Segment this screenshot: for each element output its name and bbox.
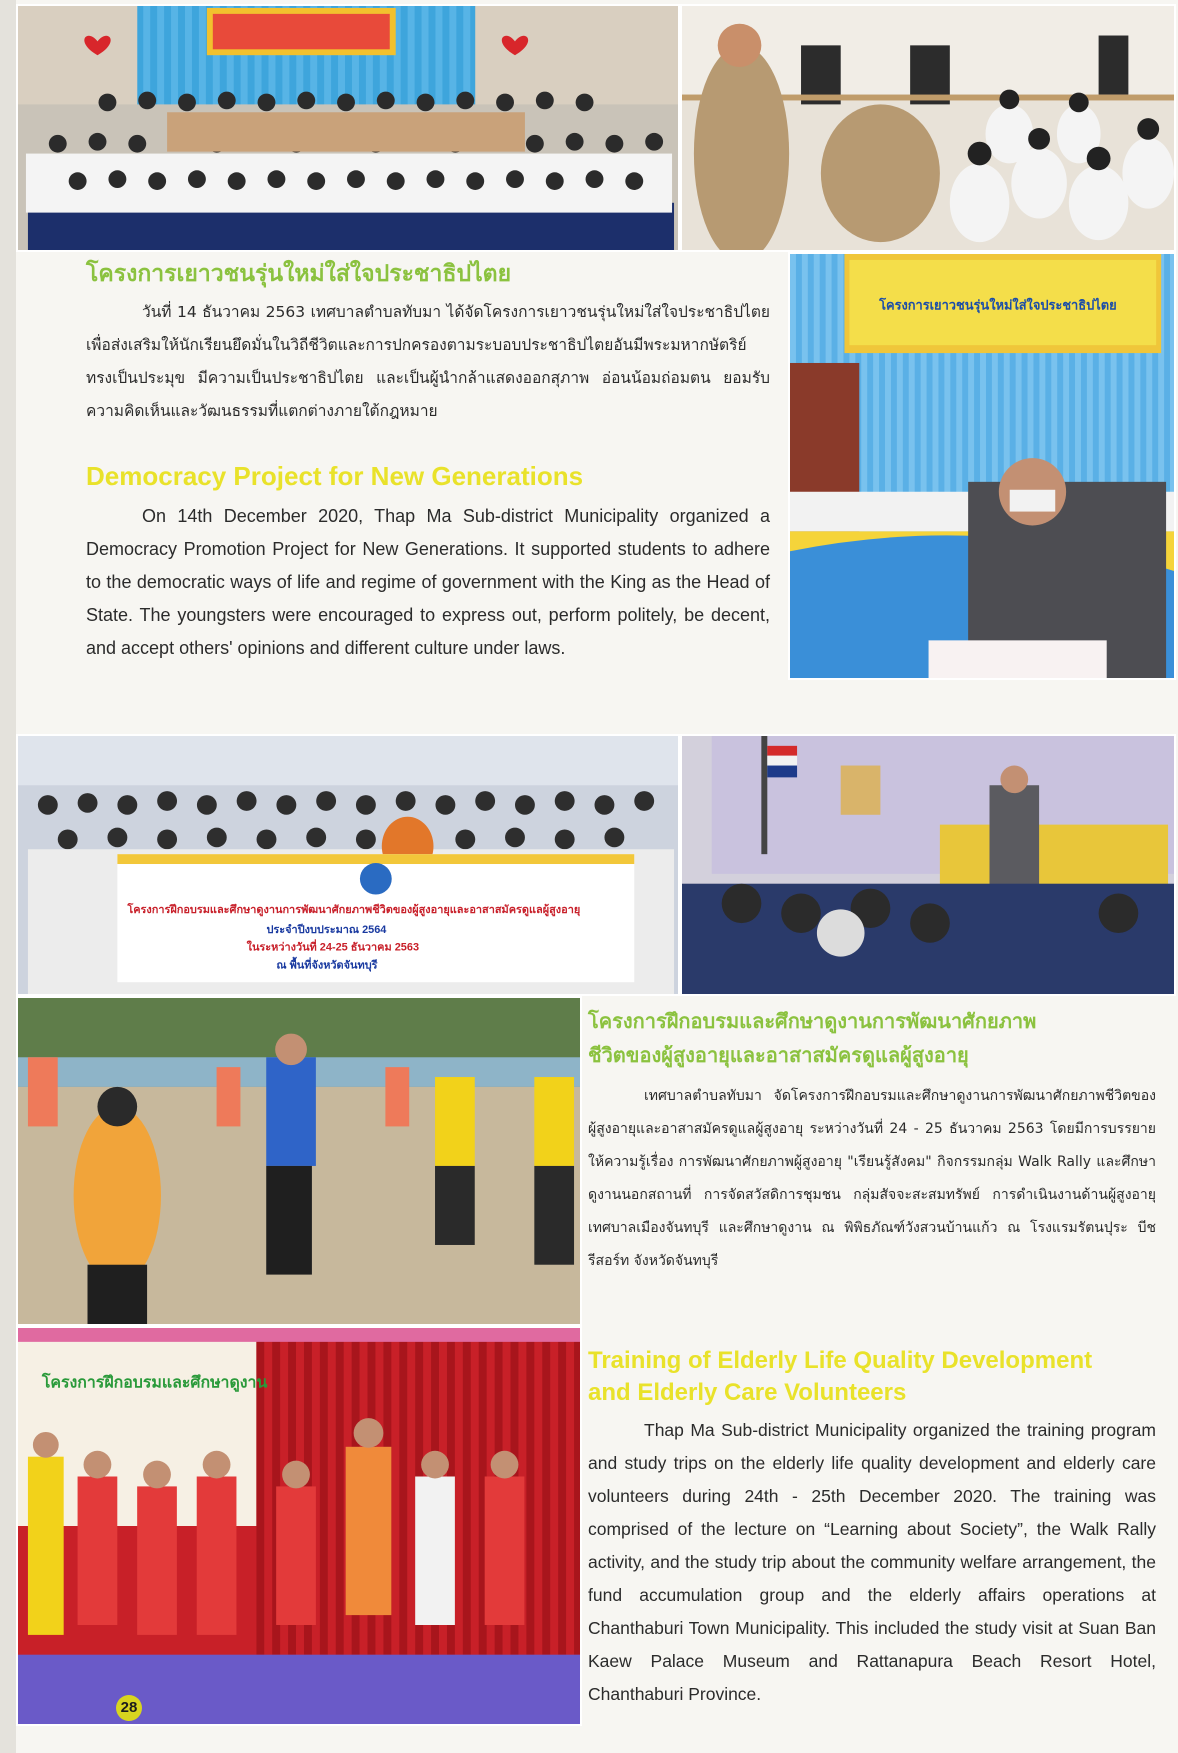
photo-walk-rally-beach [16,996,582,1326]
stage-photo-banner-text: โครงการฝึกอบรมและศึกษาดูงาน [41,1374,268,1392]
photo-officer-speaking [680,4,1176,252]
photo-stage-dance [16,1326,582,1726]
elderly-banner-date: ในระหว่างวันที่ 24-25 ธันวาคม 2563 [246,941,420,954]
section2-heading-thai-line1: โครงการฝึกอบรมและศึกษาดูงานการพัฒนาศักยภาพ [588,1009,1037,1033]
elderly-banner-title: โครงการฝึกอบรมและศึกษาดูงานการพัฒนาศักยภาพชีวิตของผู้สูงอายุและอาสาสมัครดูแลผู้สูงอายุ [127,904,581,917]
section2-heading-en-line1: Training of Elderly Life Quality Development [588,1347,1093,1374]
stage-banner-text: โครงการเยาวชนรุ่นใหม่ใส่ใจประชาธิปไตย [879,297,1117,313]
section2-body-en: Thap Ma Sub-district Municipality organized the training program and study trips on the elderly life quality development and elderly care volunteers during 24th - 25th December 2020. The training was comprised of the lecture on “Learning about Society”, the Walk Rally activity, and the study trip about the community welfare arrangement, the fund accumulation group and the elderly affairs operations at Chanthaburi Town Municipality. This included the study visit at Suan Ban Kaew Palace Museum and Rattanapura Beach Resort Hotel, Chanthaburi Province. [588,1420,1156,1704]
section1-heading-thai: โครงการเยาวชนรุ่นใหม่ใส่ใจประชาธิปไตย [86,261,512,287]
photo-lecture-hall [680,734,1176,996]
section1-body-en: On 14th December 2020, Thap Ma Sub-district Municipality organized a Democracy Promotion Project for New Generations. It supported students to adhere to the democratic ways of life and regime of government with the King as the Head of State. The youngsters were encouraged to express out, perform politely, be decent, and accept others' opinions and different culture under laws. [86,506,770,658]
section1-heading-en: Democracy Project for New Generations [86,461,584,491]
section2-body-thai: เทศบาลตำบลทับมา จัดโครงการฝึกอบรมและศึกษาดูงานการพัฒนาศักยภาพชีวิตของผู้สูงอายุและอาสาสมัครดูแลผู้สูงอายุ ระหว่างวันที่ 24 - 25 ธันวาคม 2563 โดยมีการบรรยายให้ความรู้เรื่อง การพัฒนาศักยภาพผู้สูงอายุ "เรียนรู้สังคม" กิจกรรมกลุ่ม Walk Rally และศึกษาดูงานนอกสถานที่ การจัดสวัสดิการชุมชน กลุ่มสัจจะสะสมทรัพย์ การดำเนินงานด้านผู้สูงอายุเทศบาลเมืองจันทบุรี และศึกษาดูงาน ณ พิพิธภัณฑ์วังสวนบ้านแก้ว ณ โรงแรมรัตนปุระ บีช รีสอร์ท จังหวัดจันทบุรี [588,1088,1156,1269]
photo-speaker-desk [788,252,1176,680]
photo-elderly-group-banner [16,734,680,996]
page-number-badge: 28 [116,1695,142,1721]
elderly-banner-place: ณ พื้นที่จังหวัดจันทบุรี [276,959,378,972]
section2-heading-thai-line2: ชีวิตของผู้สูงอายุและอาสาสมัครดูแลผู้สูงอายุ [588,1043,969,1067]
page-gutter [0,0,16,1753]
photo-youth-group [16,4,680,252]
elderly-banner-year: ประจำปีงบประมาณ 2564 [266,923,387,936]
section2-heading-en-line2: and Elderly Care Volunteers [588,1379,907,1406]
section1-body-thai: วันที่ 14 ธันวาคม 2563 เทศบาลตำบลทับมา ได้จัดโครงการเยาวชนรุ่นใหม่ใส่ใจประชาธิปไตย เพื่อส่งเสริมให้นักเรียนยึดมั่นในวิถีชีวิตและการปกครองตามระบอบประชาธิปไตยอันมีพระมหากษัตริย์ทรงเป็นประมุข มีความเป็นประชาธิปไตย และเป็นผู้นำกล้าแสดงออกสุภาพ อ่อนน้อมถ่อมตน ยอมรับความคิดเห็นและวัฒนธรรมที่แตกต่างภายใต้กฎหมาย [86,303,770,420]
